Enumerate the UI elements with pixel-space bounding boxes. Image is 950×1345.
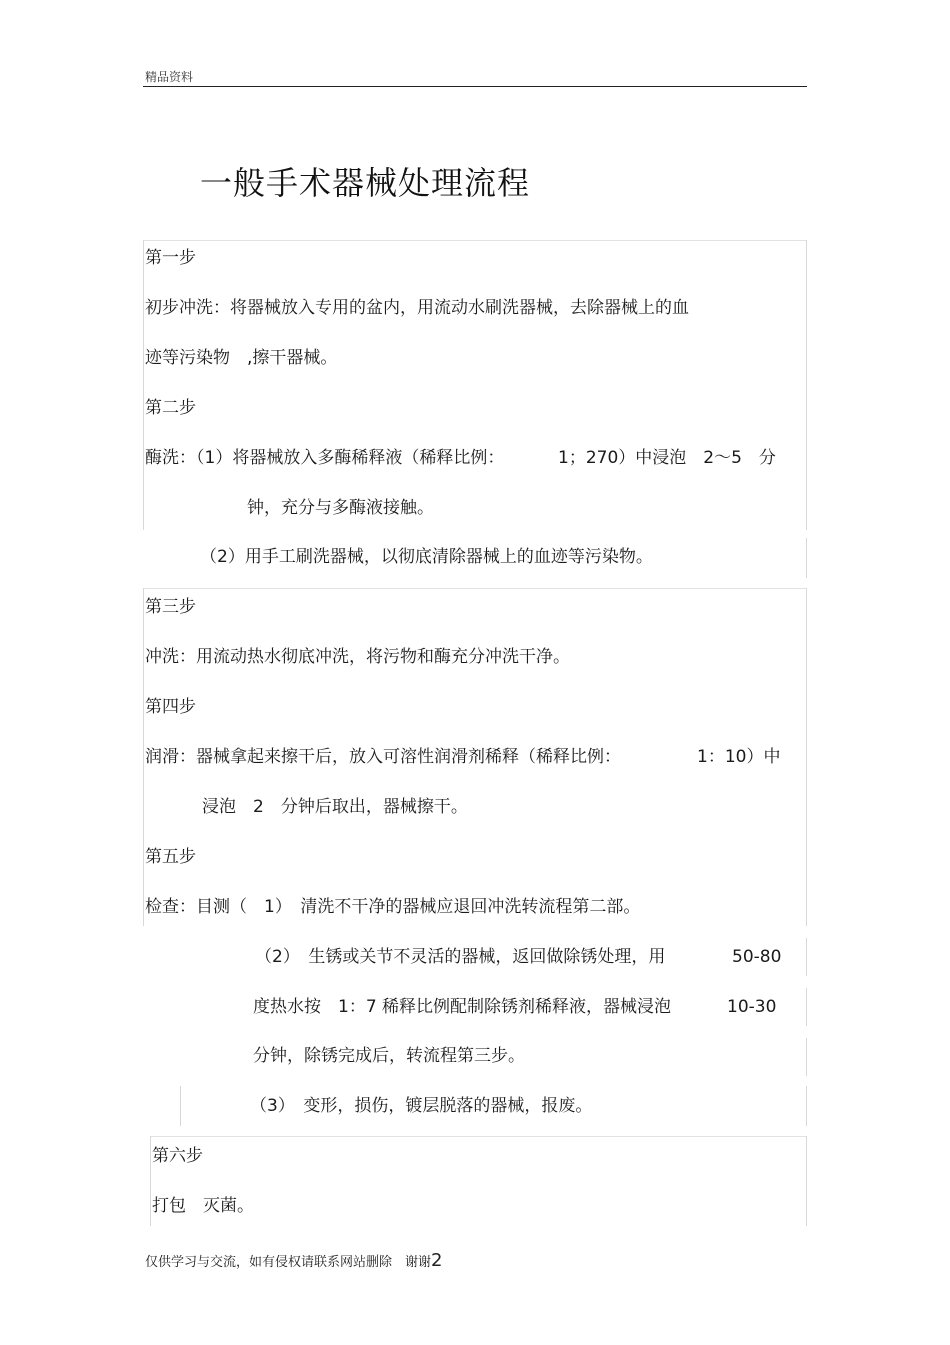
- step2-line3: （2）用手工刷洗器械，以彻底清除器械上的血迹等污染物。: [200, 547, 653, 567]
- step2-heading: 第二步: [145, 398, 196, 418]
- header-label: 精品资料: [145, 70, 194, 84]
- step5-line3: 度热水按 1：7 稀释比例配制除锈剂稀释液，器械浸泡: [253, 997, 672, 1017]
- step4-line2: 浸泡 2 分钟后取出，器械擦干。: [202, 797, 468, 817]
- step3-heading: 第三步: [145, 597, 196, 617]
- step5-line2: （2） 生锈或关节不灵活的器械，返回做除锈处理，用: [255, 947, 666, 967]
- step4-heading: 第四步: [145, 697, 196, 717]
- step2-line2: 钟，充分与多酶液接触。: [247, 498, 434, 518]
- step6-line1: 打包 灭菌。: [152, 1196, 254, 1216]
- step5-line3-num: 10-30: [727, 997, 777, 1017]
- footer: [145, 1250, 442, 1271]
- step1-line2: 迹等污染物 ,擦干器械。: [145, 348, 338, 368]
- step5-line4: 分钟，除锈完成后，转流程第三步。: [253, 1046, 525, 1066]
- step2-ratio: 1；270）中浸泡 2～5 分: [558, 448, 776, 468]
- step1-heading: 第一步: [145, 248, 196, 268]
- document-title: 一般手术器械处理流程: [200, 164, 531, 202]
- step3-line1: 冲洗：用流动热水彻底冲洗，将污物和酶充分冲洗干净。: [145, 647, 570, 667]
- step6-heading: 第六步: [152, 1146, 203, 1166]
- footer-text: 仅供学习与交流，如有侵权请联系网站删除 谢谢: [145, 1255, 432, 1270]
- header-rule: [143, 86, 807, 87]
- step5-line5: （3） 变形，损伤，镀层脱落的器械，报废。: [250, 1096, 593, 1116]
- step4-line1: 润滑：器械拿起来擦干后，放入可溶性润滑剂稀释（稀释比例：: [145, 747, 621, 767]
- step1-line1: 初步冲洗：将器械放入专用的盆内，用流动水刷洗器械，去除器械上的血: [145, 298, 689, 318]
- step5-heading: 第五步: [145, 847, 196, 867]
- step5-line1: 检查：目测（ 1） 清洗不干净的器械应退回冲洗转流程第二部。: [145, 897, 641, 917]
- step5-line2-num: 50-80: [732, 947, 782, 967]
- step4-ratio: 1：10）中: [697, 747, 781, 767]
- page-number: 2: [431, 1250, 443, 1271]
- step2-line1: 酶洗：（1）将器械放入多酶稀释液（稀释比例：: [145, 448, 505, 468]
